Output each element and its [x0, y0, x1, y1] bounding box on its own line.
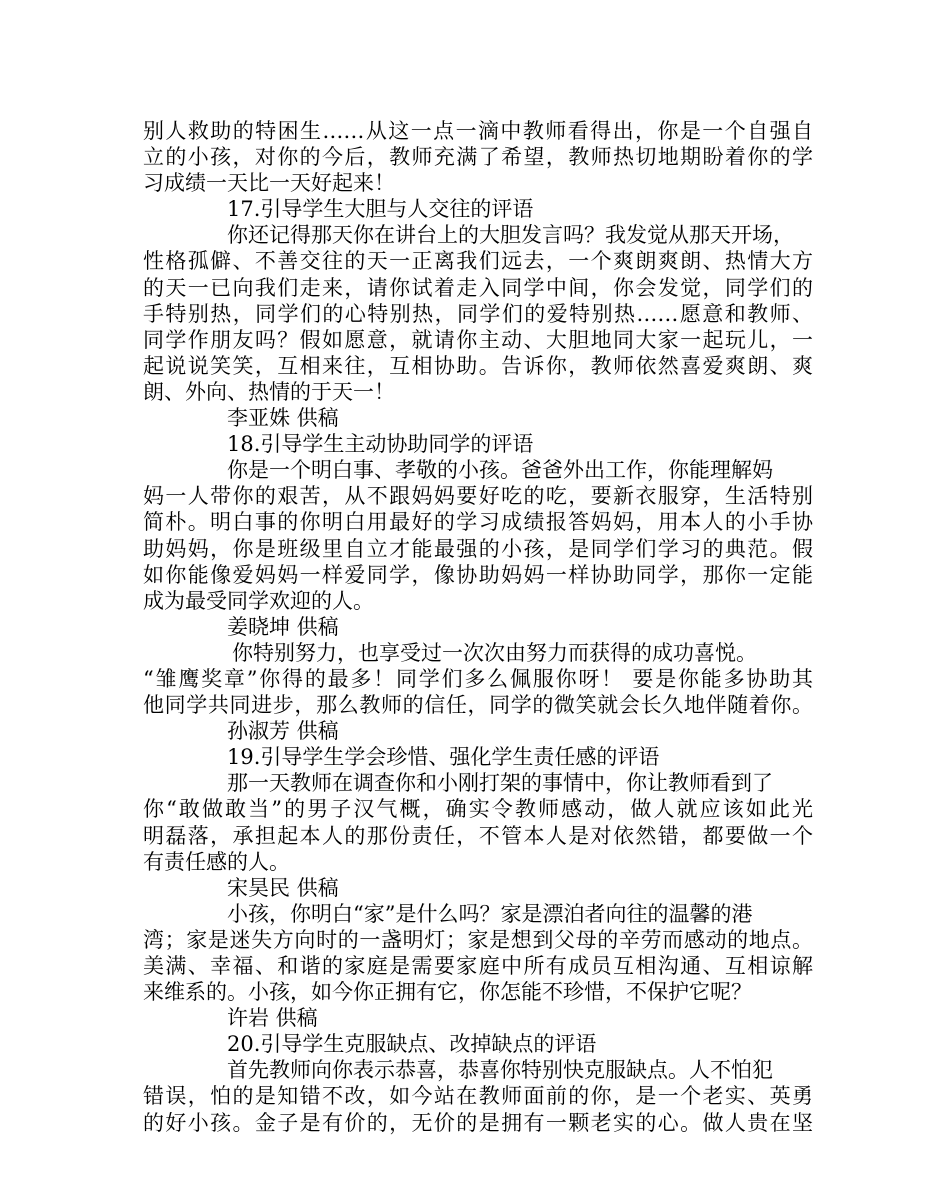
text-line: 同学作朋友吗？假如愿意，就请你主动、大胆地同大家一起玩儿，一: [143, 327, 813, 352]
text-line: 许岩 供稿: [227, 1006, 318, 1031]
text-line: 你特别努力，也享受过一次次由努力而获得的成功喜悦。: [232, 640, 757, 665]
text-line: 你还记得那天你在讲台上的大胆发言吗？我发觉从那天开场，: [227, 223, 794, 248]
text-line: 首先教师向你表示恭喜，恭喜你特别快克服缺点。人不怕犯: [227, 1058, 773, 1083]
text-line: 宋昊民 供稿: [227, 875, 339, 900]
text-line: 他同学共同进步，那么教师的信任，同学的微笑就会长久地伴随着你。: [143, 693, 813, 718]
text-line: 湾；家是迷失方向时的一盏明灯；家是想到父母的辛劳而感动的地点。: [143, 927, 813, 952]
text-line: 手特别热，同学们的心特别热，同学们的爱特别热……愿意和教师、: [143, 301, 813, 326]
text-line: 别人救助的特困生……从这一点一滴中教师看得出，你是一个自强自: [143, 119, 813, 143]
text-line: 来维系的。小孩，如今你正拥有它，你怎能不珍惜，不保护它呢？: [143, 980, 752, 1005]
text-line: 美满、幸福、和谐的家庭是需要家庭中所有成员互相沟通、互相谅解: [143, 954, 813, 978]
text-line: 20.引导学生克服缺点、改掉缺点的评语: [227, 1032, 597, 1057]
document-page: [143, 118, 813, 1136]
text-line: 18.引导学生主动协助同学的评语: [227, 432, 534, 457]
text-line: 的好小孩。金子是有价的，无价的是拥有一颗老实的心。做人贵在坚: [143, 1110, 813, 1135]
text-line: 错误，怕的是知错不改，如今站在教师面前的你，是一个老实、英勇: [143, 1084, 813, 1109]
text-line: 你“敢做敢当”的男子汉气概，确实令教师感动，做人就应该如此光: [143, 797, 813, 822]
text-line: 习成绩一天比一天好起来！: [143, 171, 395, 196]
text-line: 成为最受同学欢迎的人。: [143, 588, 374, 613]
text-line: 如你能像爱妈妈一样爱同学，像协助妈妈一样协助同学，那你一定能: [143, 562, 813, 587]
text-line: 性格孤僻、不善交往的天一正离我们远去，一个爽朗爽朗、热情大方: [143, 249, 813, 274]
text-line: 小孩，你明白“家”是什么吗？家是漂泊者向往的温馨的港: [227, 901, 753, 926]
text-line: 有责任感的人。: [143, 849, 290, 874]
text-line: 你是一个明白事、孝敬的小孩。爸爸外出工作，你能理解妈: [227, 458, 773, 483]
text-line: 李亚姝 供稿: [227, 406, 339, 431]
text-line: 孙淑芳 供稿: [227, 719, 339, 744]
text-line: 助妈妈，你是班级里自立才能最强的小孩，是同学们学习的典范。假: [143, 536, 813, 561]
text-line: 妈一人带你的艰苦，从不跟妈妈要好吃的吃，要新衣服穿，生活特别: [143, 484, 813, 509]
text-line: 那一天教师在调查你和小刚打架的事情中，你让教师看到了: [227, 771, 773, 796]
text-line: “雏鹰奖章”你得的最多！同学们多么佩服你呀！ 要是你能多协助其: [143, 666, 813, 691]
text-line: 立的小孩，对你的今后，教师充满了希望，教师热切地期盼着你的学: [143, 145, 813, 170]
text-line: 姜晓坤 供稿: [227, 614, 339, 639]
text-line: 朗、外向、热情的于天一！: [143, 379, 395, 404]
text-line: 17.引导学生大胆与人交往的评语: [227, 197, 534, 222]
text-line: 的天一已向我们走来，请你试着走入同学中间，你会发觉，同学们的: [143, 275, 813, 300]
text-line: 明磊落，承担起本人的那份责任，不管本人是对依然错，都要做一个: [143, 823, 813, 848]
text-line: 起说说笑笑，互相来往，互相协助。告诉你，教师依然喜爱爽朗、爽: [143, 353, 813, 378]
text-line: 简朴。明白事的你明白用最好的学习成绩报答妈妈，用本人的小手协: [143, 510, 813, 535]
text-line: 19.引导学生学会珍惜、强化学生责任感的评语: [227, 745, 660, 770]
